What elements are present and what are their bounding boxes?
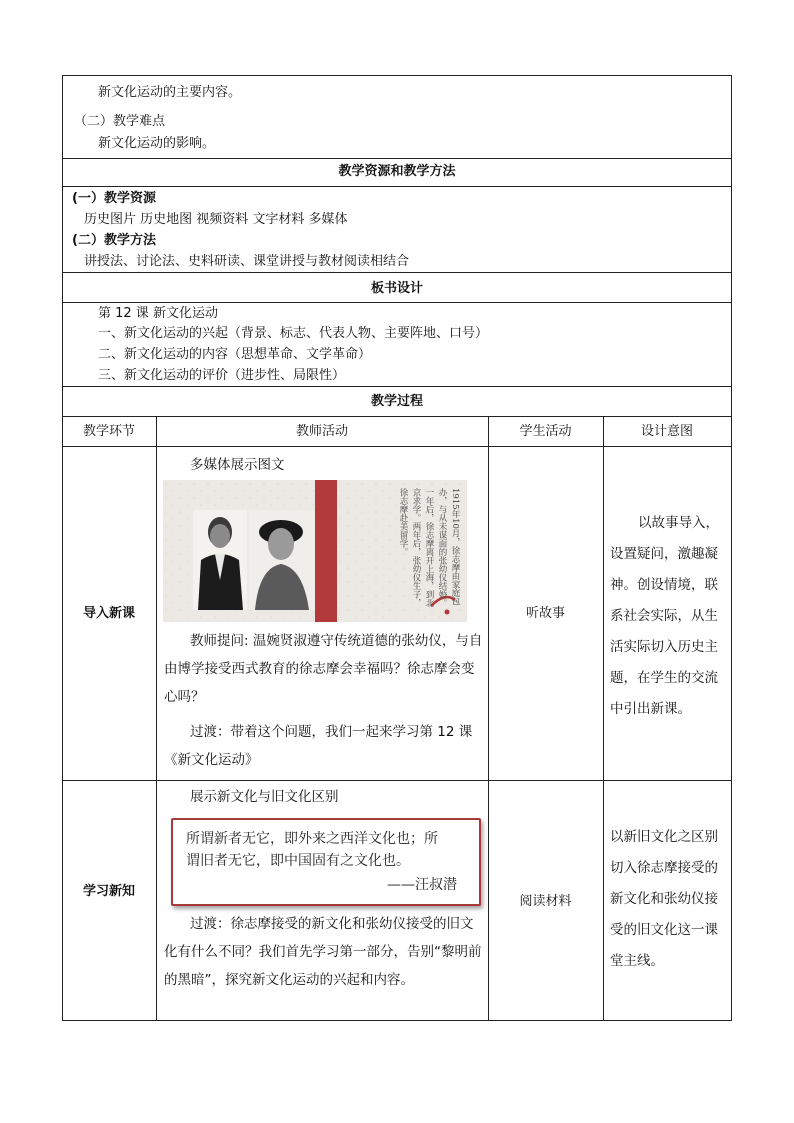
column-header-stage: 教学环节 [82, 424, 135, 439]
teacher-question: 教师提问: 温婉贤淑遵守传统道德的张幼仪，与自由博学接受西式教育的徐志摩会幸福吗？徐志摩会变心吗？ [164, 633, 483, 705]
teacher-activity-title: 多媒体展示图文 [190, 457, 285, 473]
student-activity: 阅读材料 [519, 894, 572, 909]
board-point-2: 二、新文化运动的内容（思想革命、文学革命） [98, 347, 372, 362]
column-header-teacher: 教师活动 [295, 424, 348, 439]
process-header: 教学过程 [370, 394, 423, 409]
stage-label: 导入新课 [82, 606, 135, 621]
teacher-transition: 过渡：带着这个问题，我们一起来学习第 12 课《新文化运动》 [164, 724, 473, 768]
board-point-3: 三、新文化运动的评价（进步性、局限性） [98, 368, 346, 383]
difficulty-text: 新文化运动的影响。 [98, 136, 216, 151]
photo-caption: 1915年10月，徐志摩由家庭包办，与从未谋面的张幼仪结婚。一年后，徐志摩离开上海，到北京求学。两年后，张幼仪生子，徐志摩赴美留学。 [398, 488, 460, 607]
resources-header: 教学资源和教学方法 [338, 164, 456, 179]
column-header-student: 学生活动 [519, 424, 572, 439]
board-point-1: 一、新文化运动的兴起（背景、标志、代表人物、主要阵地、口号） [98, 326, 489, 341]
teacher-transition: 过渡：徐志摩接受的新文化和张幼仪接受的旧文化有什么不同？我们首先学习第一部分，告别“黎明前的黑暗”，探究新文化运动的兴起和内容。 [164, 916, 482, 988]
key-point-text: 新文化运动的主要内容。 [98, 85, 242, 100]
quote-author: ——汪叔潜 [387, 877, 457, 893]
stage-label: 学习新知 [82, 884, 135, 899]
methods-list: 讲授法、讨论法、史料研读、课堂讲授与教材阅读相结合 [84, 254, 410, 269]
resources-subheading: (一）教学资源 [72, 191, 156, 206]
design-intent: 以故事导入，设置疑问，激趣凝神。创设情境，联系社会实际，从生活实际切入历史主题，在学生的交流中引出新课。 [610, 515, 719, 717]
quote-line-1: 所谓新者无它，即外来之西洋文化也；所 [186, 831, 438, 847]
student-activity: 听故事 [525, 606, 565, 621]
board-lesson-title: 第 12 课 新文化运动 [98, 306, 218, 321]
resources-list: 历史图片 历史地图 视频资料 文字材料 多媒体 [84, 212, 348, 227]
teacher-activity-title: 展示新文化与旧文化区别 [190, 789, 339, 805]
column-header-intent: 设计意图 [640, 424, 693, 439]
quote-box [171, 818, 481, 906]
difficulty-heading: （二）教学难点 [74, 114, 166, 129]
board-header: 板书设计 [370, 281, 423, 296]
methods-subheading: (二）教学方法 [72, 233, 156, 248]
design-intent: 以新旧文化之区别切入徐志摩接受的新文化和张幼仪接受的旧文化这一课堂主线。 [610, 829, 718, 969]
quote-line-2: 谓旧者无它，即中国固有之文化也。 [186, 853, 410, 869]
historical-photo [163, 480, 467, 622]
